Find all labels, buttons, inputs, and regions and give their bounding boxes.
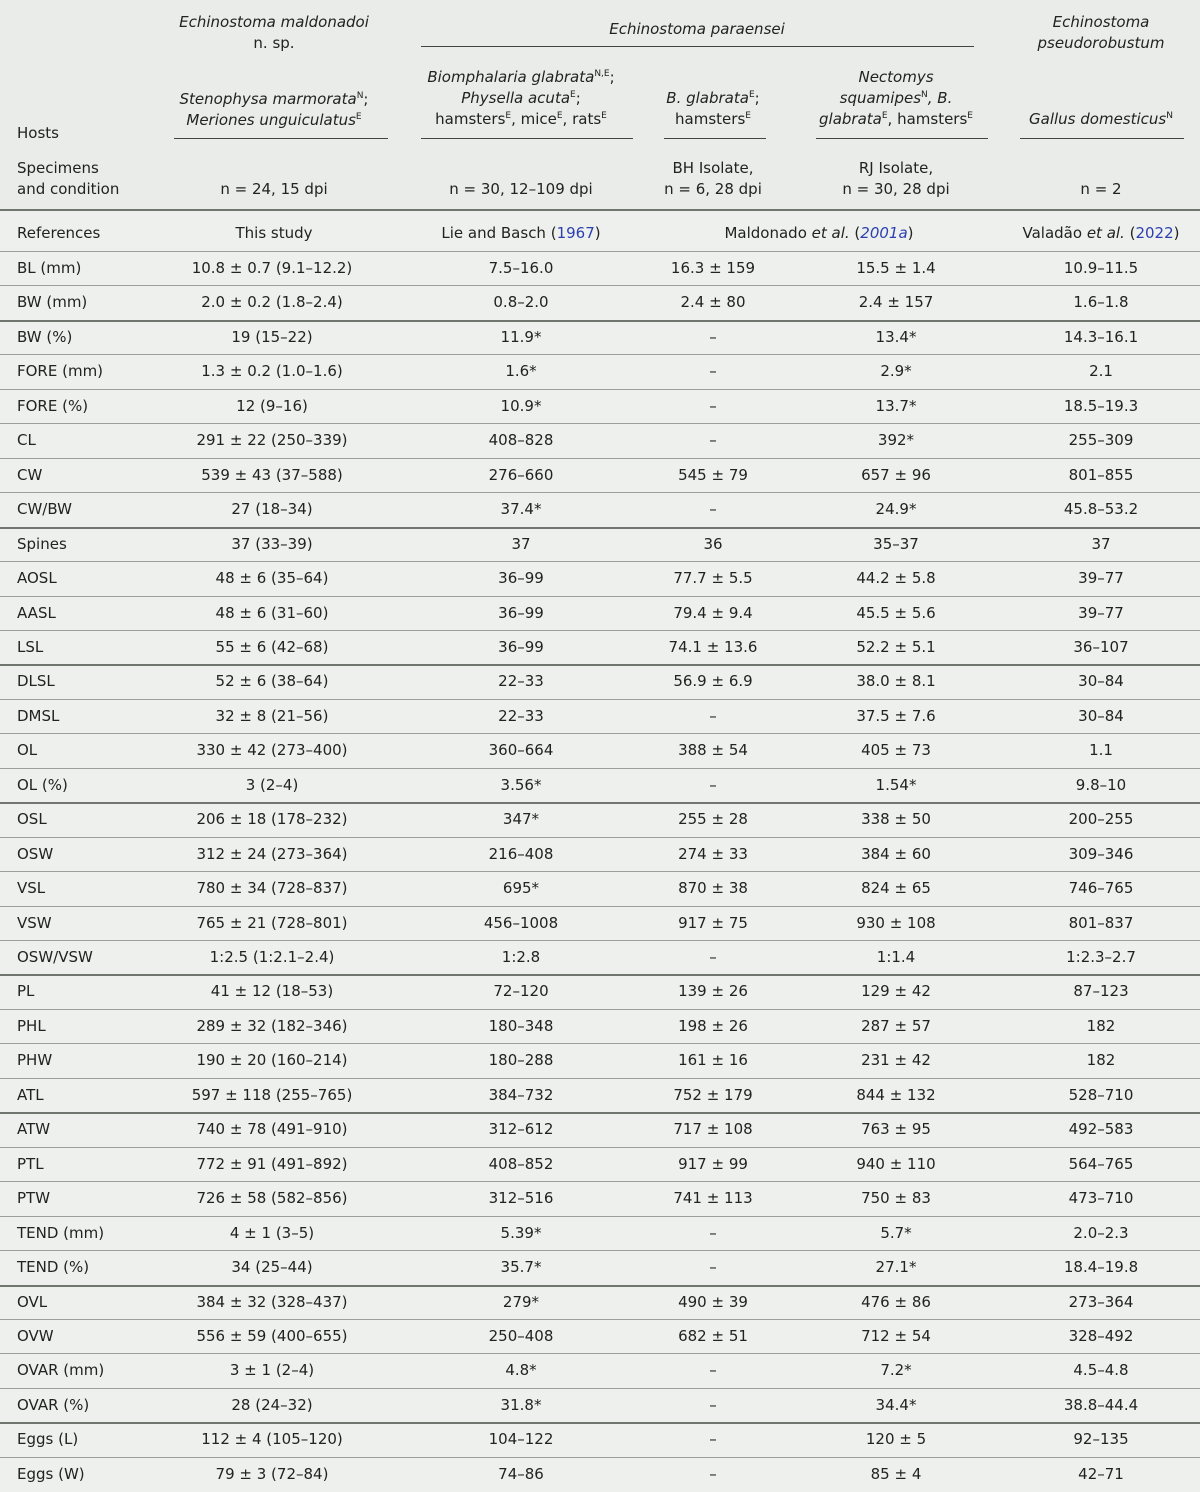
table-row: [0, 562, 1200, 596]
cell-col5: 1.6–1.8: [1073, 293, 1129, 312]
row-label: LSL: [17, 637, 44, 656]
cell-col2: 180–348: [488, 1016, 554, 1035]
cell-col5: 564–765: [1068, 1154, 1134, 1173]
table-row: [0, 838, 1200, 872]
cell-col3: 274 ± 33: [678, 844, 748, 863]
cell-col3: 79.4 ± 9.4: [673, 603, 753, 622]
cell-col5: 182: [1086, 1016, 1116, 1035]
host-col2-line3: hamsters$^E$, mice$^E$, rats$^E$: [435, 110, 607, 128]
table-row: [0, 597, 1200, 631]
cell-col2: 180–288: [488, 1051, 554, 1070]
cell-col4: 34.4*: [875, 1395, 917, 1414]
cell-col4: 52.2 ± 5.1: [856, 637, 936, 656]
row-label: ATL: [17, 1085, 44, 1104]
table-row: [0, 975, 1200, 1009]
host-col3-line1: B. glabrata$^E$;: [666, 89, 760, 107]
cell-col5: 473–710: [1068, 1189, 1134, 1208]
table-row: [0, 1251, 1200, 1285]
species-pseudorobustum-line1: Echinostoma: [1052, 13, 1150, 31]
row-label: OVL: [17, 1292, 48, 1311]
cell-col3: 917 ± 75: [678, 913, 748, 932]
cell-col4: 476 ± 86: [861, 1292, 931, 1311]
reference-maldonado: Maldonado et al. (2001a): [724, 224, 914, 242]
host-col4-line1: Nectomys: [858, 68, 934, 86]
row-label: TEND (mm): [17, 1223, 105, 1242]
cell-col2: 11.9*: [500, 327, 542, 346]
reference-lie-basch: Lie and Basch (1967): [441, 224, 601, 242]
cell-col1: 48 ± 6 (31–60): [215, 603, 329, 622]
cell-col5: 14.3–16.1: [1063, 327, 1139, 346]
cell-col1: 330 ± 42 (273–400): [196, 741, 348, 760]
row-label: OSW: [17, 844, 54, 863]
cell-col4: 13.4*: [875, 327, 917, 346]
cell-col1: 34 (25–44): [231, 1258, 313, 1277]
cell-col4: 844 ± 132: [856, 1085, 936, 1104]
cell-col2: 22–33: [498, 672, 544, 691]
row-label: BW (mm): [17, 293, 88, 312]
cell-col5: 309–346: [1068, 844, 1134, 863]
cell-col1: 48 ± 6 (35–64): [215, 569, 329, 588]
cell-col3: 198 ± 26: [678, 1016, 748, 1035]
specimens-col5: n = 2: [1080, 180, 1122, 198]
row-label: TEND (%): [17, 1258, 90, 1277]
cell-col2: 31.8*: [500, 1395, 542, 1414]
cell-col3: –: [709, 362, 717, 381]
cell-col1: 37 (33–39): [231, 534, 313, 553]
cell-col3: –: [709, 431, 717, 450]
cell-col2: 408–828: [488, 431, 554, 450]
cell-col3: 16.3 ± 159: [670, 259, 756, 277]
cell-col3: 870 ± 38: [678, 879, 748, 898]
host-col3-rule: [664, 138, 766, 139]
cell-col1: 772 ± 91 (491–892): [196, 1154, 348, 1173]
cell-col4: 2.4 ± 157: [858, 293, 934, 312]
cell-col3: 388 ± 54: [678, 741, 748, 760]
cell-col5: 1:2.3–2.7: [1066, 948, 1136, 966]
reference-valadao: Valadão et al. (2022): [1022, 224, 1180, 242]
row-label: FORE (%): [17, 396, 89, 415]
cell-col3: –: [709, 948, 717, 966]
cell-col4: 712 ± 54: [861, 1326, 931, 1345]
cell-col1: 765 ± 21 (728–801): [196, 913, 348, 932]
specimens-col1: n = 24, 15 dpi: [220, 180, 328, 198]
cell-col1: 32 ± 8 (21–56): [215, 706, 329, 725]
cell-col5: 87–123: [1073, 982, 1129, 1001]
cell-col5: 182: [1086, 1051, 1116, 1070]
species-maldonadoi: Echinostoma maldonadoi: [179, 13, 369, 31]
row-label: ATW: [17, 1120, 51, 1139]
host-col1-line1: Stenophysa marmorata$^N$;: [179, 90, 369, 108]
reference-link-2001a[interactable]: 2001a: [860, 224, 908, 242]
cell-col3: –: [709, 1464, 717, 1483]
cell-col3: –: [709, 1395, 717, 1414]
table-row: [0, 1286, 1200, 1320]
cell-col3: 77.7 ± 5.5: [673, 569, 753, 588]
cell-col4: 338 ± 50: [861, 810, 931, 829]
cell-col5: 328–492: [1068, 1326, 1134, 1345]
cell-col3: 741 ± 113: [673, 1189, 753, 1208]
cell-col2: 35.7*: [500, 1258, 542, 1277]
cell-col1: 597 ± 118 (255–765): [191, 1085, 353, 1104]
specimens-col2: n = 30, 12–109 dpi: [449, 180, 593, 198]
table-row: [0, 941, 1200, 975]
cell-col1: 3 (2–4): [245, 775, 299, 794]
cell-col3: –: [709, 327, 717, 346]
cell-col3: –: [709, 1258, 717, 1277]
cell-col1: 780 ± 34 (728–837): [196, 879, 348, 898]
host-col2-line2: Physella acuta$^E$;: [461, 89, 581, 107]
cell-col2: 1.6*: [505, 362, 537, 381]
table-row: [0, 424, 1200, 458]
cell-col1: 10.8 ± 0.7 (9.1–12.2): [191, 259, 353, 277]
cell-col1: 3 ± 1 (2–4): [229, 1361, 315, 1380]
row-label: OSL: [17, 810, 47, 829]
cell-col2: 312–516: [488, 1189, 554, 1208]
cell-col5: 36–107: [1073, 637, 1129, 656]
references-label: References: [17, 224, 101, 242]
row-label: BL (mm): [17, 259, 82, 277]
host-col4-rule: [816, 138, 988, 139]
table-row: [0, 1010, 1200, 1044]
table-row: [0, 493, 1200, 527]
cell-col5: 39–77: [1078, 603, 1124, 622]
cell-col5: 801–855: [1068, 465, 1134, 484]
table-row: [0, 286, 1200, 320]
row-label: Spines: [17, 534, 67, 553]
cell-col1: 2.0 ± 0.2 (1.8–2.4): [201, 293, 343, 312]
table-row: [0, 355, 1200, 389]
cell-col3: –: [709, 1223, 717, 1242]
cell-col4: 824 ± 65: [861, 879, 931, 898]
cell-col2: 312–612: [488, 1120, 554, 1139]
cell-col3: 752 ± 179: [673, 1085, 753, 1104]
cell-col4: 405 ± 73: [861, 741, 931, 760]
row-label: PTL: [17, 1154, 44, 1173]
table-row: [0, 1044, 1200, 1078]
cell-col4: 27.1*: [875, 1258, 917, 1277]
cell-col2: 276–660: [488, 465, 554, 484]
cell-col5: 45.8–53.2: [1063, 500, 1139, 519]
table-row: [0, 1113, 1200, 1147]
row-label: OVAR (%): [17, 1395, 90, 1414]
cell-col2: 37.4*: [500, 500, 542, 519]
cell-col4: 763 ± 95: [861, 1120, 931, 1139]
row-label: CW/BW: [17, 500, 72, 519]
cell-col4: 37.5 ± 7.6: [856, 706, 936, 725]
cell-col3: –: [709, 1361, 717, 1380]
cell-col5: 42–71: [1078, 1464, 1124, 1483]
row-label: PHL: [17, 1016, 46, 1035]
cell-col1: 206 ± 18 (178–232): [196, 810, 348, 829]
cell-col2: 0.8–2.0: [493, 293, 549, 312]
cell-col4: 13.7*: [875, 396, 917, 415]
table-row: [0, 1354, 1200, 1388]
cell-col4: 129 ± 42: [861, 982, 931, 1001]
header-bottom-rule: [0, 209, 1200, 211]
cell-col5: 492–583: [1068, 1120, 1134, 1139]
cell-col5: 801–837: [1068, 913, 1134, 932]
paraensei-span-rule: [421, 46, 974, 47]
cell-col5: 2.1: [1089, 362, 1113, 381]
cell-col2: 104–122: [488, 1430, 554, 1449]
cell-col2: 36–99: [498, 603, 544, 622]
species-paraensei: Echinostoma paraensei: [609, 20, 785, 38]
host-col4-line2: squamipes$^N$, B.: [839, 89, 953, 107]
cell-col2: 5.39*: [500, 1223, 542, 1242]
row-label: Eggs (W): [17, 1464, 85, 1483]
cell-col5: 37: [1091, 534, 1111, 553]
cell-col2: 4.8*: [505, 1361, 537, 1380]
cell-col5: 255–309: [1068, 431, 1134, 450]
table-row: [0, 734, 1200, 768]
table-row: [0, 803, 1200, 837]
specimens-col3-line1: BH Isolate,: [672, 159, 754, 177]
cell-col2: 22–33: [498, 706, 544, 725]
cell-col4: 35–37: [873, 534, 919, 553]
table-row: [0, 321, 1200, 355]
table-row: [0, 1148, 1200, 1182]
cell-col1: 52 ± 6 (38–64): [215, 672, 329, 691]
cell-col2: 36–99: [498, 637, 544, 656]
cell-col2: 360–664: [488, 741, 554, 760]
cell-col1: 190 ± 20 (160–214): [196, 1051, 348, 1070]
species-pseudorobustum-line2: pseudorobustum: [1037, 34, 1165, 52]
table-row: [0, 1320, 1200, 1354]
cell-col3: 139 ± 26: [678, 982, 748, 1001]
table-row: [0, 459, 1200, 493]
cell-col4: 657 ± 96: [861, 465, 931, 484]
cell-col2: 216–408: [488, 844, 554, 863]
row-label: PL: [17, 982, 35, 1001]
cell-col1: 312 ± 24 (273–364): [196, 844, 348, 863]
cell-col1: 1.3 ± 0.2 (1.0–1.6): [201, 362, 343, 381]
cell-col3: –: [709, 396, 717, 415]
table-row: [0, 872, 1200, 906]
specimens-col4-line1: RJ Isolate,: [858, 159, 934, 177]
cell-col1: 27 (18–34): [231, 500, 313, 519]
cell-col5: 9.8–10: [1075, 775, 1127, 794]
cell-col4: 392*: [877, 431, 915, 450]
table-row: [0, 1182, 1200, 1216]
cell-col4: 231 ± 42: [861, 1051, 931, 1070]
table-row: [0, 1423, 1200, 1457]
row-label: VSW: [17, 913, 52, 932]
cell-col2: 10.9*: [500, 396, 542, 415]
cell-col3: 56.9 ± 6.9: [673, 672, 753, 691]
row-label: DMSL: [17, 706, 60, 725]
row-label: OSW/VSW: [17, 948, 93, 966]
cell-col2: 7.5–16.0: [488, 259, 554, 277]
cell-col3: 2.4 ± 80: [680, 293, 746, 312]
cell-col5: 746–765: [1068, 879, 1134, 898]
cell-col2: 36–99: [498, 569, 544, 588]
row-label: OVW: [17, 1326, 54, 1345]
cell-col2: 74–86: [498, 1464, 544, 1483]
cell-col3: 161 ± 16: [678, 1051, 748, 1070]
cell-col2: 347*: [502, 810, 540, 829]
cell-col5: 1.1: [1089, 741, 1113, 760]
cell-col1: 539 ± 43 (37–588): [201, 465, 343, 484]
row-label: VSL: [17, 879, 46, 898]
host-col3-line2: hamsters$^E$: [675, 110, 751, 128]
cell-col3: 917 ± 99: [678, 1154, 748, 1173]
cell-col2: 37: [511, 534, 531, 553]
cell-col3: 682 ± 51: [678, 1326, 748, 1345]
reference-link-1967[interactable]: 1967: [556, 224, 595, 242]
cell-col5: 38.8–44.4: [1063, 1395, 1139, 1414]
cell-col2: 72–120: [493, 982, 549, 1001]
cell-col2: 250–408: [488, 1326, 554, 1345]
host-col2-rule: [421, 138, 633, 139]
cell-col4: 5.7*: [880, 1223, 912, 1242]
cell-col3: 490 ± 39: [678, 1292, 748, 1311]
cell-col5: 200–255: [1068, 810, 1134, 829]
cell-col2: 408–852: [488, 1154, 554, 1173]
host-col5-rule: [1020, 138, 1184, 139]
cell-col5: 30–84: [1078, 706, 1124, 725]
row-label: FORE (mm): [17, 362, 104, 381]
cell-col3: 717 ± 108: [673, 1120, 753, 1139]
cell-col5: 30–84: [1078, 672, 1124, 691]
cell-col3: 74.1 ± 13.6: [668, 637, 758, 656]
cell-col1: 740 ± 78 (491–910): [196, 1120, 348, 1139]
row-label: OL (%): [17, 775, 68, 794]
row-label: OVAR (mm): [17, 1361, 105, 1380]
cell-col4: 1.54*: [875, 775, 917, 794]
cell-col5: 4.5–4.8: [1073, 1361, 1129, 1380]
cell-col2: 279*: [502, 1292, 540, 1311]
cell-col1: 19 (15–22): [231, 327, 313, 346]
table-row: [0, 1389, 1200, 1423]
reference-this-study: This study: [235, 224, 313, 242]
cell-col4: 85 ± 4: [870, 1464, 922, 1483]
table-row: [0, 1079, 1200, 1113]
cell-col1: 112 ± 4 (105–120): [201, 1430, 343, 1449]
cell-col4: 1:1.4: [876, 948, 916, 966]
cell-col4: 2.9*: [880, 362, 912, 381]
cell-col1: 1:2.5 (1:2.1–2.4): [209, 948, 335, 966]
row-label: PHW: [17, 1051, 53, 1070]
cell-col1: 12 (9–16): [236, 396, 308, 415]
cell-col1: 79 ± 3 (72–84): [215, 1464, 329, 1483]
cell-col1: 4 ± 1 (3–5): [229, 1223, 315, 1242]
cell-col3: –: [709, 1430, 717, 1449]
table-row: [0, 631, 1200, 665]
cell-col3: 545 ± 79: [678, 465, 748, 484]
cell-col1: 55 ± 6 (42–68): [215, 637, 329, 656]
specimens-label-line1: Specimens: [17, 159, 99, 177]
host-col5: Gallus domesticus$^N$: [1029, 110, 1173, 128]
cell-col5: 18.5–19.3: [1063, 396, 1139, 415]
cell-col4: 287 ± 57: [861, 1016, 931, 1035]
specimens-label-line2: and condition: [17, 180, 120, 198]
row-label: PTW: [17, 1189, 51, 1208]
row-label: AASL: [17, 603, 56, 622]
cell-col4: 38.0 ± 8.1: [856, 672, 936, 691]
row-label: OL: [17, 741, 38, 760]
row-label: Eggs (L): [17, 1430, 79, 1449]
table-row: [0, 390, 1200, 424]
cell-col1: 289 ± 32 (182–346): [196, 1016, 348, 1035]
cell-col2: 456–1008: [483, 913, 559, 932]
hosts-label: Hosts: [17, 124, 59, 142]
cell-col4: 7.2*: [880, 1361, 912, 1380]
cell-col4: 120 ± 5: [865, 1430, 927, 1449]
table-row: [0, 252, 1200, 286]
cell-col4: 930 ± 108: [856, 913, 936, 932]
cell-col4: 940 ± 110: [856, 1154, 936, 1173]
cell-col1: 556 ± 59 (400–655): [196, 1326, 348, 1345]
table-row: [0, 1458, 1200, 1492]
cell-col3: 36: [703, 534, 723, 553]
table-row: [0, 665, 1200, 699]
cell-col4: 15.5 ± 1.4: [856, 259, 936, 277]
row-label: DLSL: [17, 672, 55, 691]
cell-col3: 255 ± 28: [678, 810, 748, 829]
cell-col2: 384–732: [488, 1085, 554, 1104]
cell-col1: 384 ± 32 (328–437): [196, 1292, 348, 1311]
table-row: [0, 528, 1200, 562]
cell-col4: 750 ± 83: [861, 1189, 931, 1208]
cell-col4: 44.2 ± 5.8: [856, 569, 936, 588]
host-col4-line3: glabrata$^E$, hamsters$^E$: [819, 110, 973, 128]
table-row: [0, 1217, 1200, 1251]
cell-col5: 10.9–11.5: [1063, 259, 1139, 277]
table-row: [0, 700, 1200, 734]
cell-col1: 41 ± 12 (18–53): [210, 982, 334, 1001]
row-label: AOSL: [17, 569, 57, 588]
cell-col2: 695*: [502, 879, 540, 898]
specimens-col4-line2: n = 30, 28 dpi: [842, 180, 950, 198]
row-label: CL: [17, 431, 36, 450]
cell-col4: 24.9*: [875, 500, 917, 519]
reference-link-2022[interactable]: 2022: [1135, 224, 1174, 242]
cell-col1: 726 ± 58 (582–856): [196, 1189, 348, 1208]
cell-col2: 1:2.8: [501, 948, 541, 966]
cell-col3: –: [709, 500, 717, 519]
host-col1-line2: Meriones unguiculatus$^E$: [186, 111, 362, 129]
cell-col5: 39–77: [1078, 569, 1124, 588]
cell-col5: 2.0–2.3: [1073, 1223, 1129, 1242]
cell-col5: 528–710: [1068, 1085, 1134, 1104]
table-row: [0, 907, 1200, 941]
cell-col1: 28 (24–32): [231, 1395, 313, 1414]
cell-col2: 3.56*: [500, 775, 542, 794]
row-label: CW: [17, 465, 43, 484]
cell-col1: 291 ± 22 (250–339): [196, 431, 348, 450]
cell-col5: 92–135: [1073, 1430, 1129, 1449]
host-col1-rule: [174, 138, 388, 139]
cell-col3: –: [709, 706, 717, 725]
cell-col3: –: [709, 775, 717, 794]
host-col2-line1: Biomphalaria glabrata$^{N,E}$;: [427, 68, 615, 86]
table-row: [0, 769, 1200, 803]
cell-col4: 45.5 ± 5.6: [856, 603, 936, 622]
cell-col5: 273–364: [1068, 1292, 1134, 1311]
species-maldonadoi-nsp: n. sp.: [253, 34, 295, 52]
cell-col5: 18.4–19.8: [1063, 1258, 1139, 1277]
cell-col4: 384 ± 60: [861, 844, 931, 863]
row-label: BW (%): [17, 327, 73, 346]
specimens-col3-line2: n = 6, 28 dpi: [664, 180, 762, 198]
